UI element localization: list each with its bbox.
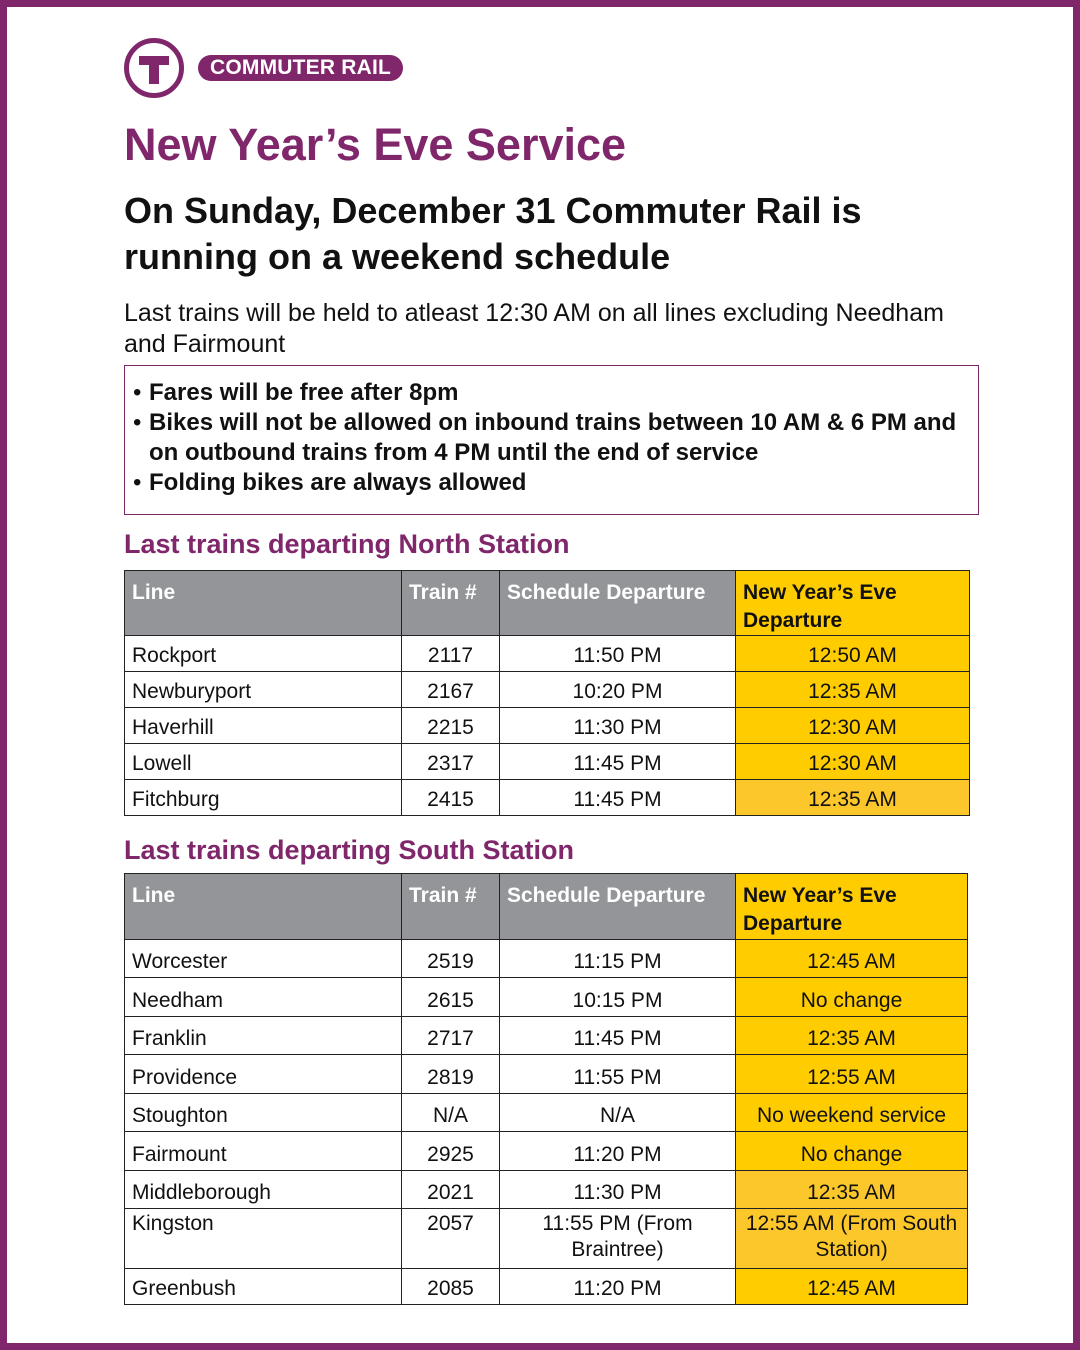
column-header-train: Train # (402, 874, 500, 940)
schedule-cell: 11:30 PM (500, 1171, 736, 1209)
note-text: Bikes will not be allowed on inbound trains between 10 AM & 6 PM and on outbound trains from 4 PM until the end of service (149, 409, 957, 466)
line-cell: Franklin (125, 1017, 402, 1055)
bullet-icon: • (133, 469, 142, 496)
table-row (125, 1055, 968, 1094)
table-header-row (125, 571, 970, 636)
schedule-cell: 11:45 PM (500, 1017, 736, 1055)
schedule-cell: 11:55 PM (500, 1055, 736, 1094)
line-cell: Middleborough (125, 1171, 402, 1209)
train-cell: 2615 (402, 978, 500, 1017)
schedule-cell: 11:20 PM (500, 1132, 736, 1171)
line-cell: Stoughton (125, 1094, 402, 1132)
note-item (133, 378, 970, 408)
note-item (133, 468, 970, 498)
schedule-cell: N/A (500, 1094, 736, 1132)
north-station-heading: Last trains departing North Station (124, 529, 570, 559)
nye-cell: No weekend service (736, 1094, 968, 1132)
line-cell: Fitchburg (125, 780, 402, 816)
schedule-cell: 11:45 PM (500, 744, 736, 780)
table-row (125, 1269, 968, 1305)
nye-cell: 12:45 AM (736, 1269, 968, 1305)
column-header-train: Train # (402, 571, 500, 636)
train-cell: 2085 (402, 1269, 500, 1305)
page-subtitle: On Sunday, December 31 Commuter Rail is running on a weekend schedule (124, 190, 862, 277)
train-cell: 2819 (402, 1055, 500, 1094)
table-row (125, 744, 970, 780)
line-cell: Rockport (125, 636, 402, 672)
schedule-cell: 11:50 PM (500, 636, 736, 672)
nye-cell: 12:30 AM (736, 744, 970, 780)
nye-cell: 12:30 AM (736, 708, 970, 744)
train-cell: 2519 (402, 940, 500, 978)
train-cell: 2717 (402, 1017, 500, 1055)
nye-cell: 12:35 AM (736, 1017, 968, 1055)
commuter-rail-badge: COMMUTER RAIL (198, 55, 403, 81)
schedule-cell: 11:45 PM (500, 780, 736, 816)
nye-cell: 12:55 AM (736, 1055, 968, 1094)
service-notes-box (124, 365, 979, 515)
nye-cell: 12:55 AM (From South Station) (736, 1209, 968, 1269)
note-item (133, 408, 970, 468)
south-station-table (124, 873, 968, 1305)
column-header-nye: New Year’s Eve Departure (736, 571, 970, 636)
line-cell: Lowell (125, 744, 402, 780)
table-row (125, 636, 970, 672)
table-row (125, 708, 970, 744)
train-cell: 2415 (402, 780, 500, 816)
bullet-icon: • (133, 379, 142, 406)
column-header-schedule: Schedule Departure (500, 571, 736, 636)
note-text: Folding bikes are always allowed (149, 469, 527, 496)
schedule-cell: 11:20 PM (500, 1269, 736, 1305)
schedule-cell: 10:20 PM (500, 672, 736, 708)
column-header-nye: New Year’s Eve Departure (736, 874, 968, 940)
column-header-line: Line (125, 571, 402, 636)
nye-cell: 12:45 AM (736, 940, 968, 978)
column-header-schedule: Schedule Departure (500, 874, 736, 940)
table-row (125, 780, 970, 816)
schedule-cell: 11:15 PM (500, 940, 736, 978)
line-cell: Haverhill (125, 708, 402, 744)
nye-cell: 12:35 AM (736, 780, 970, 816)
table-row (125, 1171, 968, 1209)
table-row (125, 1094, 968, 1132)
train-cell: N/A (402, 1094, 500, 1132)
table-row (125, 672, 970, 708)
line-cell: Providence (125, 1055, 402, 1094)
note-text: Fares will be free after 8pm (149, 379, 459, 406)
line-cell: Fairmount (125, 1132, 402, 1171)
intro-text: Last trains will be held to atleast 12:30 AM on all lines excluding Needham and Fairmount (124, 299, 944, 358)
train-cell: 2925 (402, 1132, 500, 1171)
train-cell: 2117 (402, 636, 500, 672)
table-header-row (125, 874, 968, 940)
commuter-rail-logo (124, 38, 403, 98)
column-header-line: Line (125, 874, 402, 940)
train-cell: 2057 (402, 1209, 500, 1269)
train-cell: 2021 (402, 1171, 500, 1209)
table-row (125, 1017, 968, 1055)
mbta-t-logo-icon (124, 38, 184, 98)
bullet-icon: • (133, 409, 142, 436)
table-row (125, 1132, 968, 1171)
schedule-cell: 11:30 PM (500, 708, 736, 744)
line-cell: Newburyport (125, 672, 402, 708)
nye-cell: No change (736, 978, 968, 1017)
line-cell: Greenbush (125, 1269, 402, 1305)
train-cell: 2215 (402, 708, 500, 744)
line-cell: Kingston (125, 1209, 402, 1269)
train-cell: 2167 (402, 672, 500, 708)
train-cell: 2317 (402, 744, 500, 780)
schedule-cell: 11:55 PM (From Braintree) (500, 1209, 736, 1269)
nye-cell: 12:35 AM (736, 672, 970, 708)
page-title: New Year’s Eve Service (124, 119, 627, 170)
table-row (125, 978, 968, 1017)
south-station-heading: Last trains departing South Station (124, 835, 575, 865)
table-row (125, 1209, 968, 1269)
north-station-table (124, 570, 970, 816)
table-row (125, 940, 968, 978)
nye-cell: 12:35 AM (736, 1171, 968, 1209)
line-cell: Worcester (125, 940, 402, 978)
schedule-cell: 10:15 PM (500, 978, 736, 1017)
line-cell: Needham (125, 978, 402, 1017)
nye-cell: 12:50 AM (736, 636, 970, 672)
nye-cell: No change (736, 1132, 968, 1171)
